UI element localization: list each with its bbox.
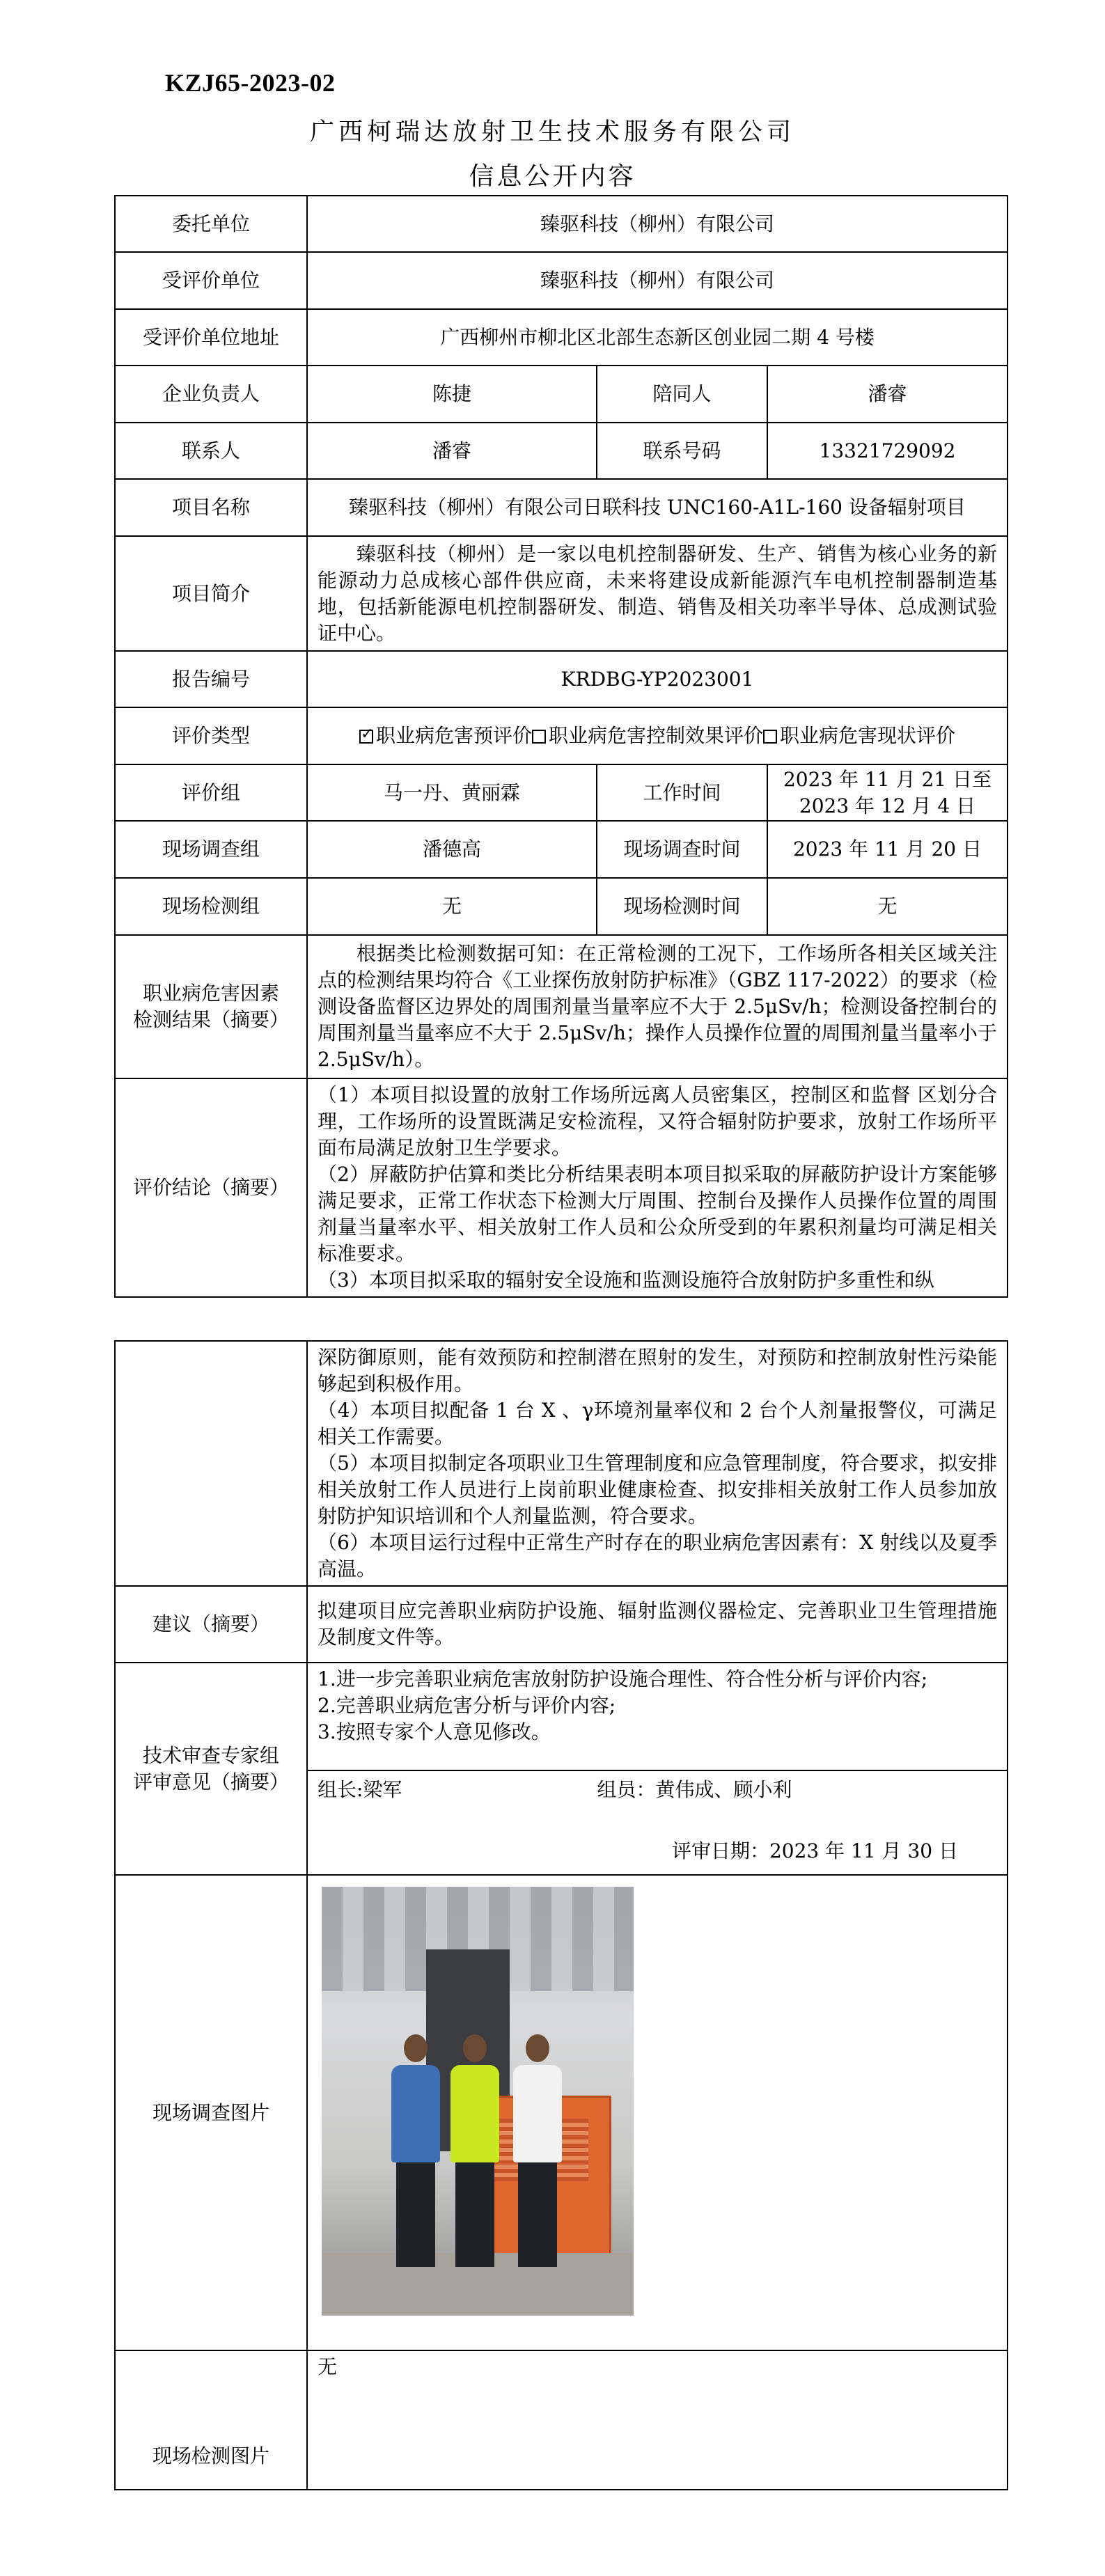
label-site-survey-group: 现场调查组 bbox=[115, 821, 307, 878]
label-advice: 建议（摘要） bbox=[115, 1586, 307, 1663]
label-evaluated-address: 受评价单位地址 bbox=[115, 309, 307, 366]
site-survey-photo bbox=[322, 1887, 634, 2316]
conclusion-continued-label bbox=[115, 1341, 307, 1586]
label-report-no: 报告编号 bbox=[115, 651, 307, 707]
conclusion-part2 bbox=[307, 1341, 1008, 1586]
checkbox-icon[interactable] bbox=[532, 730, 546, 744]
value-site-survey-time: 2023 年 11 月 20 日 bbox=[767, 821, 1008, 878]
label-conclusion: 评价结论（摘要） bbox=[115, 1078, 307, 1297]
label-companion: 陪同人 bbox=[597, 366, 767, 423]
label-evaluated-unit: 受评价单位 bbox=[115, 252, 307, 309]
label-leader: 企业负责人 bbox=[115, 366, 307, 423]
label-test-photo: 现场检测图片 bbox=[115, 2350, 307, 2490]
value-advice: 拟建项目应完善职业病防护设施、辐射监测仪器检定、完善职业卫生管理措施及制度文件等。 bbox=[307, 1586, 1008, 1663]
eval-type-option-label: 职业病危害控制效果评价 bbox=[548, 724, 763, 747]
value-site-test-time: 无 bbox=[767, 878, 1008, 935]
value-evaluated-unit: 臻驱科技（柳州）有限公司 bbox=[307, 252, 1008, 309]
label-site-test-group: 现场检测组 bbox=[115, 878, 307, 935]
value-companion: 潘睿 bbox=[767, 366, 1008, 423]
label-eval-group: 评价组 bbox=[115, 764, 307, 821]
value-report-no: KRDBG-YP2023001 bbox=[307, 651, 1008, 707]
eval-type-option-label: 职业病危害预评价 bbox=[375, 724, 532, 747]
eval-type-option-pre[interactable] bbox=[359, 724, 532, 747]
conclusion-item: （6）本项目运行过程中正常生产时存在的职业病危害因素有：X 射线以及夏季高温。 bbox=[318, 1531, 997, 1580]
label-eval-type: 评价类型 bbox=[115, 707, 307, 764]
label-contact: 联系人 bbox=[115, 423, 307, 479]
organization-name: 广西柯瑞达放射卫生技术服务有限公司 bbox=[309, 118, 795, 146]
label-project-name: 项目名称 bbox=[115, 479, 307, 536]
value-eval-group: 马一丹、黄丽霖 bbox=[307, 764, 597, 821]
value-test-photo: 无 bbox=[307, 2350, 1008, 2490]
conclusion-part1 bbox=[307, 1078, 1008, 1297]
document-code: KZJ65-2023-02 bbox=[165, 69, 336, 97]
review-items bbox=[307, 1663, 1008, 1770]
label-review-line1: 技术审查专家组 bbox=[142, 1743, 279, 1767]
value-site-survey-group: 潘德高 bbox=[307, 821, 597, 878]
label-site-test-time: 现场检测时间 bbox=[597, 878, 767, 935]
checkbox-icon[interactable] bbox=[359, 730, 373, 744]
value-test-result: 根据类比检测数据可知：在正常检测的工况下，工作场所各相关区域关注点的检测结果均符合《工业探伤放射防护标准》（GBZ 117-2022）的要求（检测设备监督区边界处的周围剂量当量率应不大于 2.5μSv/h；检测设备控制台的周围剂量当量率应不大于 2.5μSv/h；操作人员操作位置的周围剂量当量率小于 2.5μSv/h）。 bbox=[318, 942, 997, 1071]
label-review bbox=[115, 1663, 307, 1875]
review-item: 2.完善职业病危害分析与评价内容; bbox=[318, 1694, 616, 1717]
value-client: 臻驱科技（柳州）有限公司 bbox=[307, 196, 1008, 252]
info-table-part1 bbox=[114, 195, 1008, 1298]
value-site-test-group: 无 bbox=[307, 878, 597, 935]
value-project-intro: 臻驱科技（柳州）是一家以电机控制器研发、生产、销售为核心业务的新能源动力总成核心部件供应商，未来将建设成新能源汽车电机控制器制造基地，包括新能源电机控制器研发、制造、销售及相关功率半导体、总成测试验证中心。 bbox=[318, 542, 997, 645]
conclusion-item: （1）本项目拟设置的放射工作场所远离人员密集区，控制区和监督 区划分合理，工作场所的设置既满足安检流程，又符合辐射防护要求，放射工作场所平面布局满足放射卫生学要求。 bbox=[318, 1083, 997, 1159]
conclusion-item: （3）本项目拟采取的辐射安全设施和监测设施符合放射防护多重性和纵 bbox=[318, 1269, 934, 1291]
work-time-start: 2023 年 11 月 21 日至 bbox=[783, 767, 992, 791]
review-item: 3.按照专家个人意见修改。 bbox=[318, 1720, 551, 1743]
label-test-result bbox=[115, 935, 307, 1078]
review-signature bbox=[307, 1770, 1008, 1875]
label-test-result-line2: 检测结果（摘要） bbox=[132, 1008, 289, 1031]
value-evaluated-address: 广西柳州市柳北区北部生态新区创业园二期 4 号楼 bbox=[307, 309, 1008, 366]
eval-type-option-label: 职业病危害现状评价 bbox=[780, 724, 956, 747]
conclusion-item: （5）本项目拟制定各项职业卫生管理制度和应急管理制度，符合要求，拟安排相关放射工作人员进行上岗前职业健康检查、拟安排相关放射工作人员参加放射防护知识培训和个人剂量监测，符合要求。 bbox=[318, 1452, 997, 1527]
value-contact: 潘睿 bbox=[307, 423, 597, 479]
eval-type-option-status[interactable] bbox=[763, 724, 955, 747]
label-site-survey-time: 现场调查时间 bbox=[597, 821, 767, 878]
review-members: 组员：黄伟成、顾小利 bbox=[597, 1778, 792, 1801]
eval-type-options bbox=[307, 707, 1008, 764]
eval-type-option-control[interactable] bbox=[532, 724, 763, 747]
checkbox-icon[interactable] bbox=[763, 730, 777, 744]
label-review-line2: 评审意见（摘要） bbox=[132, 1770, 289, 1793]
info-table-part2 bbox=[114, 1340, 1008, 2490]
label-work-time: 工作时间 bbox=[597, 764, 767, 821]
value-work-time bbox=[767, 764, 1008, 821]
value-project-name: 臻驱科技（柳州）有限公司日联科技 UNC160-A1L-160 设备辐射项目 bbox=[307, 479, 1008, 536]
conclusion-item: 深防御原则，能有效预防和控制潜在照射的发生，对预防和控制放射性污染能够起到积极作用。 bbox=[318, 1346, 997, 1395]
review-item: 1.进一步完善职业病危害放射防护设施合理性、符合性分析与评价内容; bbox=[318, 1667, 928, 1690]
label-project-intro: 项目简介 bbox=[115, 536, 307, 651]
value-contact-phone: 13321729092 bbox=[767, 423, 1008, 479]
label-test-result-line1: 职业病危害因素 bbox=[142, 982, 279, 1005]
label-client: 委托单位 bbox=[115, 196, 307, 252]
review-date: 评审日期：2023 年 11 月 30 日 bbox=[671, 1839, 958, 1862]
site-photo-cell bbox=[307, 1875, 1008, 2350]
label-contact-phone: 联系号码 bbox=[597, 423, 767, 479]
document-title: 信息公开内容 bbox=[469, 162, 636, 191]
work-time-end: 2023 年 12 月 4 日 bbox=[799, 794, 976, 817]
label-site-photo: 现场调查图片 bbox=[115, 1875, 307, 2350]
review-leader: 组长:梁军 bbox=[318, 1778, 402, 1801]
conclusion-item: （4）本项目拟配备 1 台 X 、γ环境剂量率仪和 2 台个人剂量报警仪，可满足相关工作需要。 bbox=[318, 1399, 997, 1448]
value-leader: 陈捷 bbox=[307, 366, 597, 423]
conclusion-item: （2）屏蔽防护估算和类比分析结果表明本项目拟采取的屏蔽防护设计方案能够满足要求，正常工作状态下检测大厅周围、控制台及操作人员操作位置的周围剂量当量率水平、相关放射工作人员和公众所受到的年累积剂量均可满足相关标准要求。 bbox=[318, 1163, 997, 1265]
